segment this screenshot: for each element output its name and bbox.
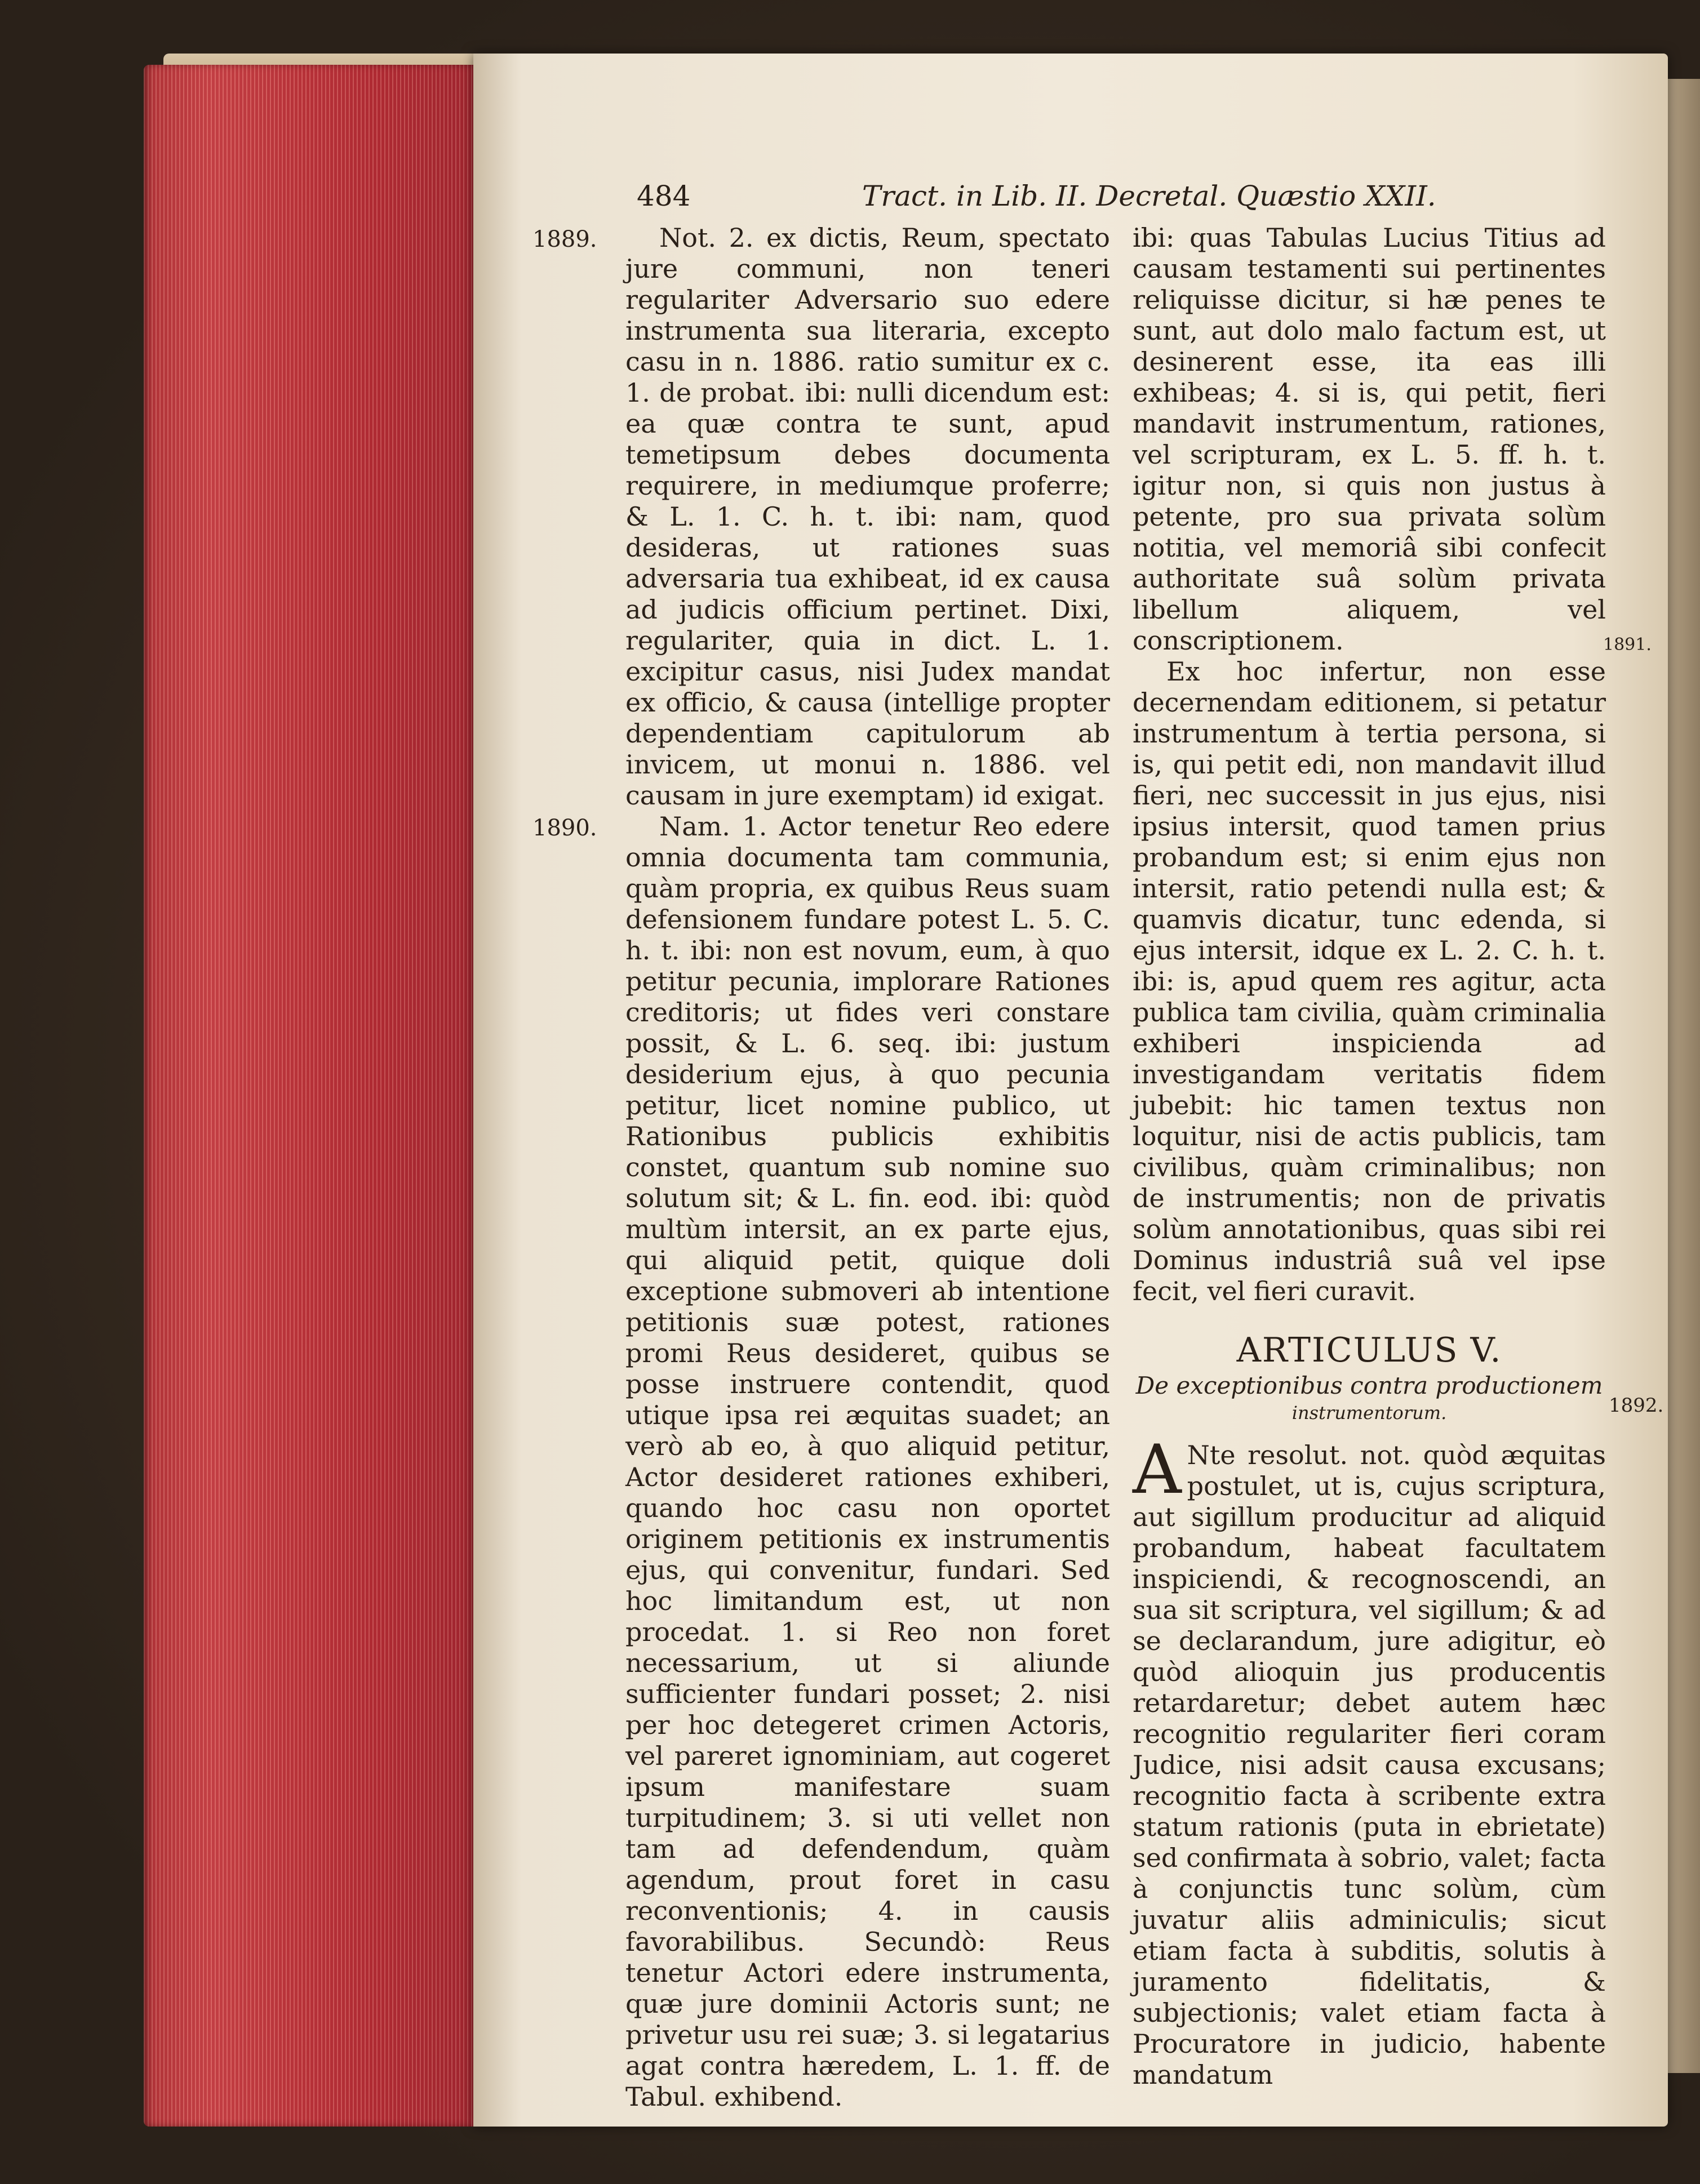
page-header: [637, 179, 1606, 213]
paragraph-1890: Nam. 1. Actor tenetur Reo edere omnia documenta tam communia, quàm propria, ex quibus Reus suam defensionem fundare potest L. 5. C. h. t. ibi: non est novum, eum, à quo petitur pecunia, implorare Rationes creditoris; ut fides veri constare possit, & L. 6. seq. ibi: justum desiderium ejus, à quo pecunia petitur, licet nomine publico, ut Rationibus publicis exhibitis constet, quantum sub nomine suo solutum sit; & L. fin. eod. ibi: quòd multùm intersit, an ex parte ejus, qui aliquid petit, quique doli exceptione submoveri ab intentione petitionis suæ potest, rationes promi Reus desideret, quibus se posse instruere contendit, quod utique ipsa rei æquitas suadet; an verò ab eo, à quo aliquid petitur, Actor desideret rationes exhiberi, quando hoc casu non oportet originem petitionis ex instrumentis ejus, qui convenitur, fundari. Sed hoc limitandum est, ut non procedat. 1. si Reo non foret necessarium, ut si aliunde sufficienter fundari posset; 2. nisi per hoc detegeret crimen Actoris, vel pareret ignominiam, aut cogeret ipsum manifestare suam turpitudinem; 3. si uti vellet non tam ad defendendum, quàm agendum, prout foret in casu reconventionis; 4. in causis favorabilibus. Secundò: Reus tenetur Actori edere instrumenta, quæ jure dominii Actoris sunt; ne privetur usu rei suæ; 3. si legatarius agat contra hæredem, L. 1. ff. de Tabul. exhibend.: [625, 811, 1110, 2112]
paragraph-1889: Not. 2. ex dictis, Reum, spectato jure communi, non teneri regulariter Adversario suo edere instrumenta sua literaria, excepto casu in n. 1886. ratio sumitur ex c. 1. de probat. ibi: nulli dicendum est: ea quæ contra te sunt, apud temetipsum debes documenta requirere, in mediumque proferre; & L. 1. C. h. t. ibi: nam, quod desideras, ut rationes suas adversaria tua exhibeat, id ex causa ad judicis officium pertinet. Dixi, regulariter, quia in dict. L. 1. excipitur casus, nisi Judex mandat ex officio, & causa (intellige propter dependentiam capitulorum ab invicem, ut monui n. 1886. vel causam in jure exemptam) id exigat.: [625, 223, 1110, 811]
article-subtitle-continued: instrumentorum.: [1291, 1402, 1447, 1424]
margin-number-1892: 1892.: [1609, 1394, 1664, 1417]
article-title: ARTICULUS V.: [1236, 1331, 1502, 1370]
paragraph-1892-text: Nte resolut. not. quòd æquitas postulet, ut is, cujus scriptura, aut sigillum producitur ad aliquid probandum, habeat facultatem inspiciendi, & recognoscendi, an sua sit scriptura, vel sigillum; & ad se declarandum, jure adigitur, eò quòd alioquin jus producentis retardaretur; debet autem hæc recognitio regulariter fieri coram Judice, nisi adsit causa excusans; recognitio facta à scribente extra statum rationis (puta in ebrietate) sed confirmata à sobrio, valet; facta à conjunctis tunc solùm, cùm juvatur aliis adminiculis; sicut etiam facta à subditis, solutis à juramento fidelitatis, & subjectionis; valet etiam facta à Procuratore in judicio, habente mandatum: [1133, 1440, 1606, 2090]
drop-cap: A: [1133, 1431, 1182, 1509]
paragraph-1891: Ex hoc infertur, non esse decernendam editionem, si petatur instrumentum à tertia persona, si is, qui petit edi, non mandavit illud fieri, nec successit in jus ejus, nisi ipsius intersit, quod tamen prius probandum est; si enim ejus non intersit, ratio petendi nulla est; & quamvis dicatur, tunc edenda, si ejus intersit, idque ex L. 2. C. h. t. ibi: is, apud quem res agitur, acta publica tam civilia, quàm criminalia exhiberi inspicienda ad investigandam veritatis fidem jubebit: hic tamen textus non loquitur, nisi de actis publicis, tam civilibus, quàm criminalibus; non de instrumentis; non de privatis solùm annotationibus, quas sibi rei Dominus industriâ suâ vel ipse fecit, vel fieri curavit.: [1133, 656, 1606, 1306]
facing-page-edge: [1665, 79, 1700, 2073]
running-title: Tract. in Lib. II. Decretal. Quæstio XXII.: [862, 180, 1436, 212]
margin-number-1890: 1890.: [532, 815, 597, 841]
page-number: 484: [637, 180, 691, 212]
margin-number-1891: 1891.: [1603, 635, 1652, 655]
paragraph-continued: ibi: quas Tabulas Lucius Titius ad causam testamenti sui pertinentes reliquisse dicitur, si hæ penes te sunt, aut dolo malo factum est, ut desinerent esse, ita eas illi exhibeas; 4. si is, qui petit, fieri mandavit instrumentum, rationes, vel scripturam, ex L. 5. ff. h. t. igitur non, si quis non justus à petente, pro sua privata solùm notitia, vel memoriâ sibi confecit authoritate suâ solùm privata libellum aliquem, vel conscriptionem.: [1133, 223, 1606, 656]
left-column: [625, 223, 1110, 2112]
red-page-edges: [144, 65, 476, 2127]
margin-number-1889: 1889.: [532, 226, 597, 252]
article-subtitle: De exceptionibus contra productionem: [1135, 1372, 1603, 1399]
right-column: [1133, 223, 1606, 2090]
paragraph-1892: [1133, 1431, 1606, 2090]
